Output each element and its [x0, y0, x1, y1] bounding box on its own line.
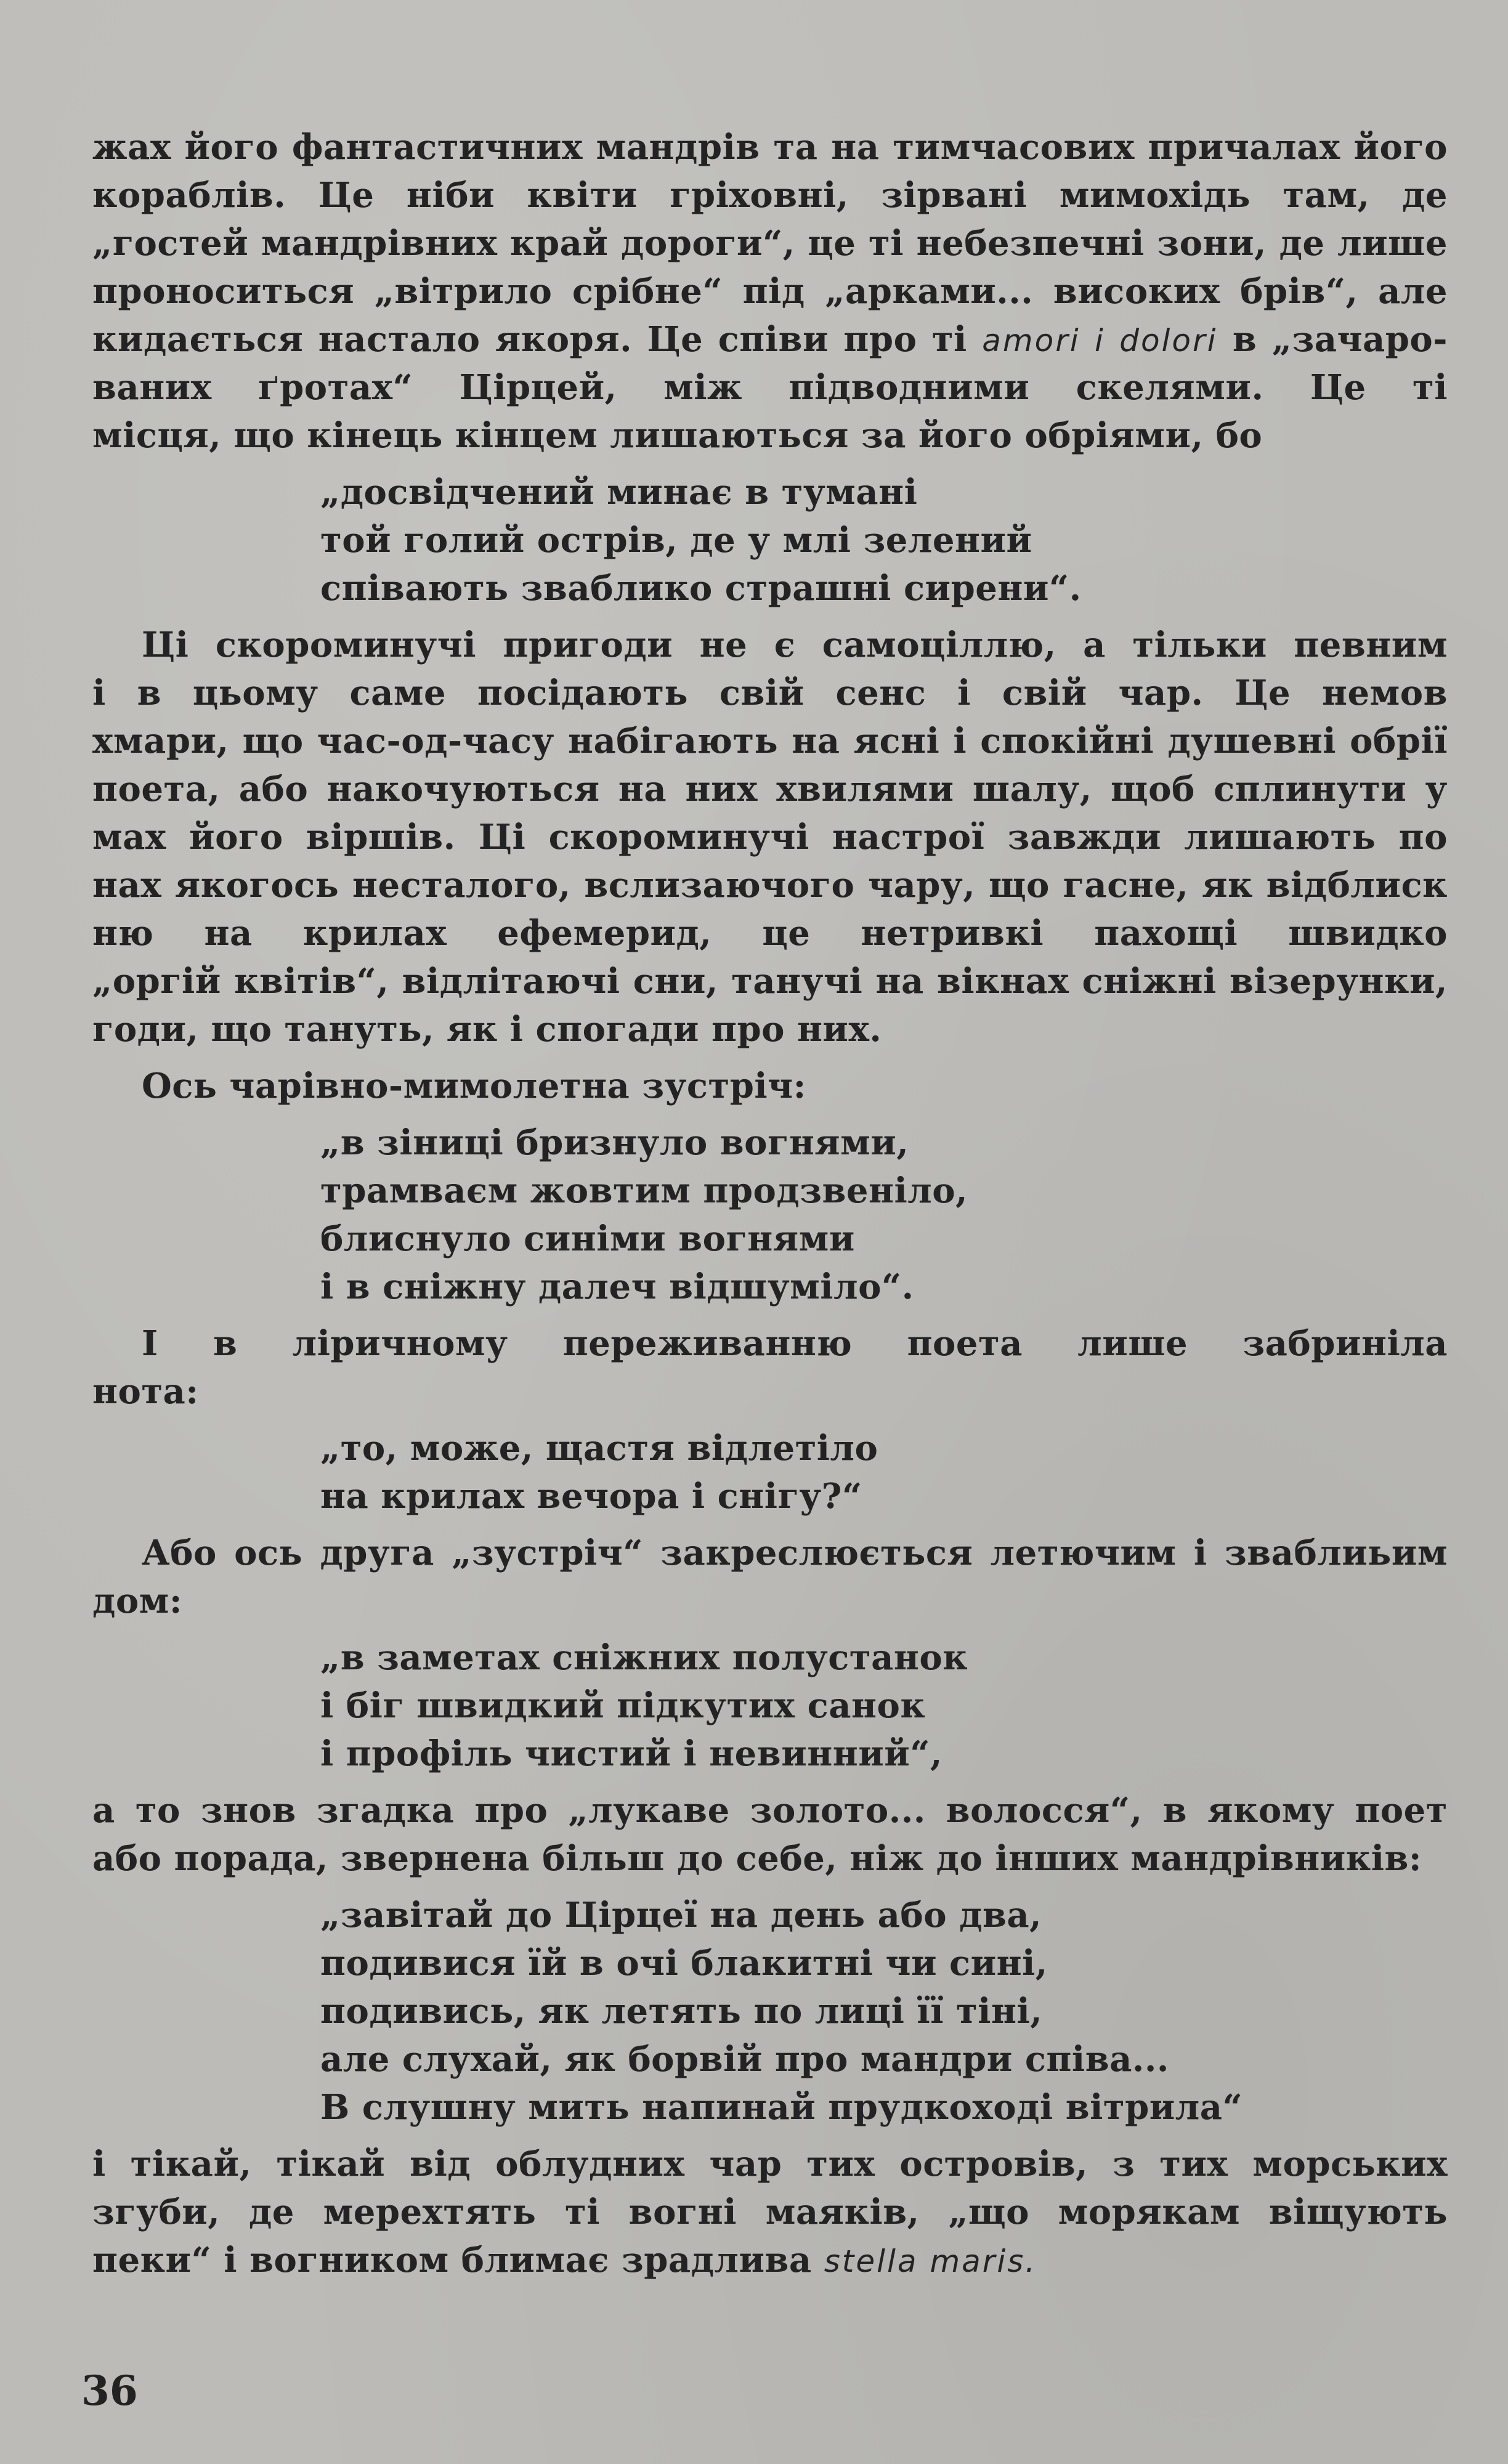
verse-line: трамваєм жовтим продзвеніло,: [320, 1170, 968, 1211]
text-line-content: хмари, що час-од-часу набігають на ясні і спокійні душевні обрії: [92, 721, 1448, 761]
text-line: [92, 1529, 1448, 1577]
text-line-content: мах його віршів. Ці скороминучі настрої завжди лишають по: [92, 817, 1448, 857]
text-line: [92, 123, 1448, 171]
text-line: [92, 1577, 1448, 1625]
verse-line: „в заметах сніжних полустанок: [320, 1637, 968, 1678]
text-line: [92, 2236, 1448, 2284]
verse-line: „в зіниці бризнуло вогнями,: [320, 1122, 909, 1163]
text-line-content: Ці скороминучі пригоди не є самоціллю, а тільки певним: [142, 625, 1448, 665]
text-line: [92, 765, 1448, 813]
text-line: [92, 267, 1448, 315]
prose-paragraph: [92, 123, 1448, 460]
text-line-content: І в ліричному переживанню поета лише забриніла: [142, 1323, 1448, 1364]
text-line: [92, 2188, 1448, 2236]
text-line-content: жах його фантастичних мандрів та на тимчасових причалах його: [92, 127, 1448, 168]
text-line-content: пеки“ і вогником блимає зрадлива: [92, 2240, 812, 2280]
text-line-content: кидається настало якоря. Це співи про ті: [92, 319, 967, 360]
text-line-content: дом:: [92, 1581, 182, 1621]
prose-paragraph: [92, 1786, 1448, 1882]
verse-line: на крилах вечора і снігу?“: [320, 1476, 862, 1517]
spacer: [92, 1778, 1448, 1786]
text-line-content: або порада, звернена більш до себе, ніж до інших мандрівників:: [92, 1838, 1422, 1879]
spacer: [92, 1882, 1448, 1891]
text-line-content: ню на крилах ефемерид, це нетривкі пахощі швидко: [92, 913, 1448, 954]
verse-line: співають зваблико страшні сирени“.: [320, 568, 1082, 609]
text-line-content: і в цьому саме посідають свій сенс і свій чар. Це немов: [92, 673, 1448, 713]
text-line-content: а то знов згадка про „лукаве золото... волосся“, в якому поет: [92, 1790, 1448, 1831]
verse-line: „досвідчений минає в тумані: [320, 472, 918, 513]
text-line: [92, 813, 1448, 861]
text-line: [92, 1319, 1448, 1368]
verse-line: „то, може, щастя відлетіло: [320, 1428, 878, 1469]
text-line: [92, 1368, 1448, 1416]
spacer: [92, 1520, 1448, 1529]
spacer: [92, 1110, 1448, 1119]
text-line-content: ваних ґротах“ Ціpцей, між підводними скелями. Це ті: [92, 367, 1448, 408]
text-line-content: місця, що кінець кінцем лишаються за його обріями, бо: [92, 415, 1263, 456]
prose-paragraph: [92, 2140, 1448, 2284]
text-line: [92, 171, 1448, 219]
verse-line: і біг швидкий підкутих санок: [320, 1685, 926, 1726]
prose-paragraph: [92, 1319, 1448, 1416]
italic-phrase: stella maris.: [824, 2243, 1037, 2279]
text-line: [92, 861, 1448, 909]
text-line: [92, 219, 1448, 267]
page-number: 36: [81, 2367, 138, 2415]
text-line: [92, 1834, 1448, 1882]
text-line: [92, 363, 1448, 411]
spacer: [92, 460, 1448, 468]
page-body-text: [92, 123, 1448, 2293]
verse-line: подивися їй в очі блакитні чи сині,: [320, 1943, 1048, 1984]
text-line-content: кораблів. Це ніби квіти гріховні, зірвані мимохідь там, де: [92, 175, 1448, 216]
spacer: [92, 612, 1448, 621]
verse-quote: [92, 1119, 1448, 1311]
spacer: [92, 2131, 1448, 2140]
text-line: [92, 669, 1448, 717]
text-line-content: нах якогось несталого, вслизаючого чару, що гасне, як відблиск: [92, 865, 1448, 906]
verse-quote: [92, 1424, 1448, 1520]
text-line: [92, 1786, 1448, 1834]
verse-line: блиснуло синіми вогнями: [320, 1218, 855, 1259]
text-line: [92, 1005, 1448, 1053]
text-line-content: згуби, де мерехтять ті вогні маяків, „що морякам віщують: [92, 2192, 1448, 2232]
text-line: [92, 621, 1448, 669]
text-line-content: „оргій квітів“, відлітаючі сни, танучі на вікнах сніжні візерунки,: [92, 961, 1448, 1002]
text-line-content: годи, що тануть, як і спогади про них.: [92, 1009, 882, 1050]
verse-line: і профіль чистий і невинний“,: [320, 1733, 943, 1774]
verse-quote: [92, 468, 1448, 612]
text-line-content: „гостей мандрівних край дороги“, це ті небезпечні зони, де лише: [92, 223, 1448, 264]
verse-quote: [92, 1891, 1448, 2131]
text-line: [92, 2140, 1448, 2188]
spacer: [92, 2284, 1448, 2293]
verse-line: „завітай до Ціpцеї на день або два,: [320, 1895, 1042, 1935]
text-line-content: проноситься „вітрило срібне“ під „арками... високих брів“, але: [92, 271, 1448, 312]
text-line-content: Ось чарівно-мимолетна зустріч:: [142, 1066, 806, 1106]
italic-phrase: amori i dolori: [982, 323, 1218, 359]
text-line: [92, 717, 1448, 765]
verse-line: подивись, як летять по лиці її тіні,: [320, 1991, 1043, 2032]
spacer: [92, 1053, 1448, 1062]
verse-line: і в сніжну далеч відшуміло“.: [320, 1266, 914, 1307]
verse-line: але слухай, як борвій про мандри співа...: [320, 2039, 1169, 2080]
text-line: [92, 957, 1448, 1005]
spacer: [92, 1416, 1448, 1424]
prose-paragraph: [92, 1062, 1448, 1110]
prose-paragraph: [92, 1529, 1448, 1625]
spacer: [92, 1625, 1448, 1634]
prose-paragraph: [92, 621, 1448, 1053]
text-line-content: Або ось друга „зустріч“ закреслюється летючим і зваблиьим: [142, 1533, 1448, 1573]
text-line: [92, 1062, 1448, 1110]
verse-quote: [92, 1634, 1448, 1778]
text-line-rest: в „зачаро-: [1217, 319, 1448, 360]
text-line: [92, 909, 1448, 957]
text-line-content: і тікай, тікай від облудних чар тих островів, з тих морських: [92, 2144, 1448, 2184]
spacer: [92, 1311, 1448, 1319]
text-line-content: нота:: [92, 1371, 199, 1412]
text-line-content: поета, або накочуються на них хвилями шалу, щоб сплинути у: [92, 769, 1448, 809]
text-line: [92, 411, 1448, 460]
text-line: [92, 315, 1448, 363]
verse-line: В слушну мить напинай прудкоході вітрила“: [320, 2087, 1243, 2128]
verse-line: той голий острів, де у млі зелений: [320, 520, 1032, 561]
